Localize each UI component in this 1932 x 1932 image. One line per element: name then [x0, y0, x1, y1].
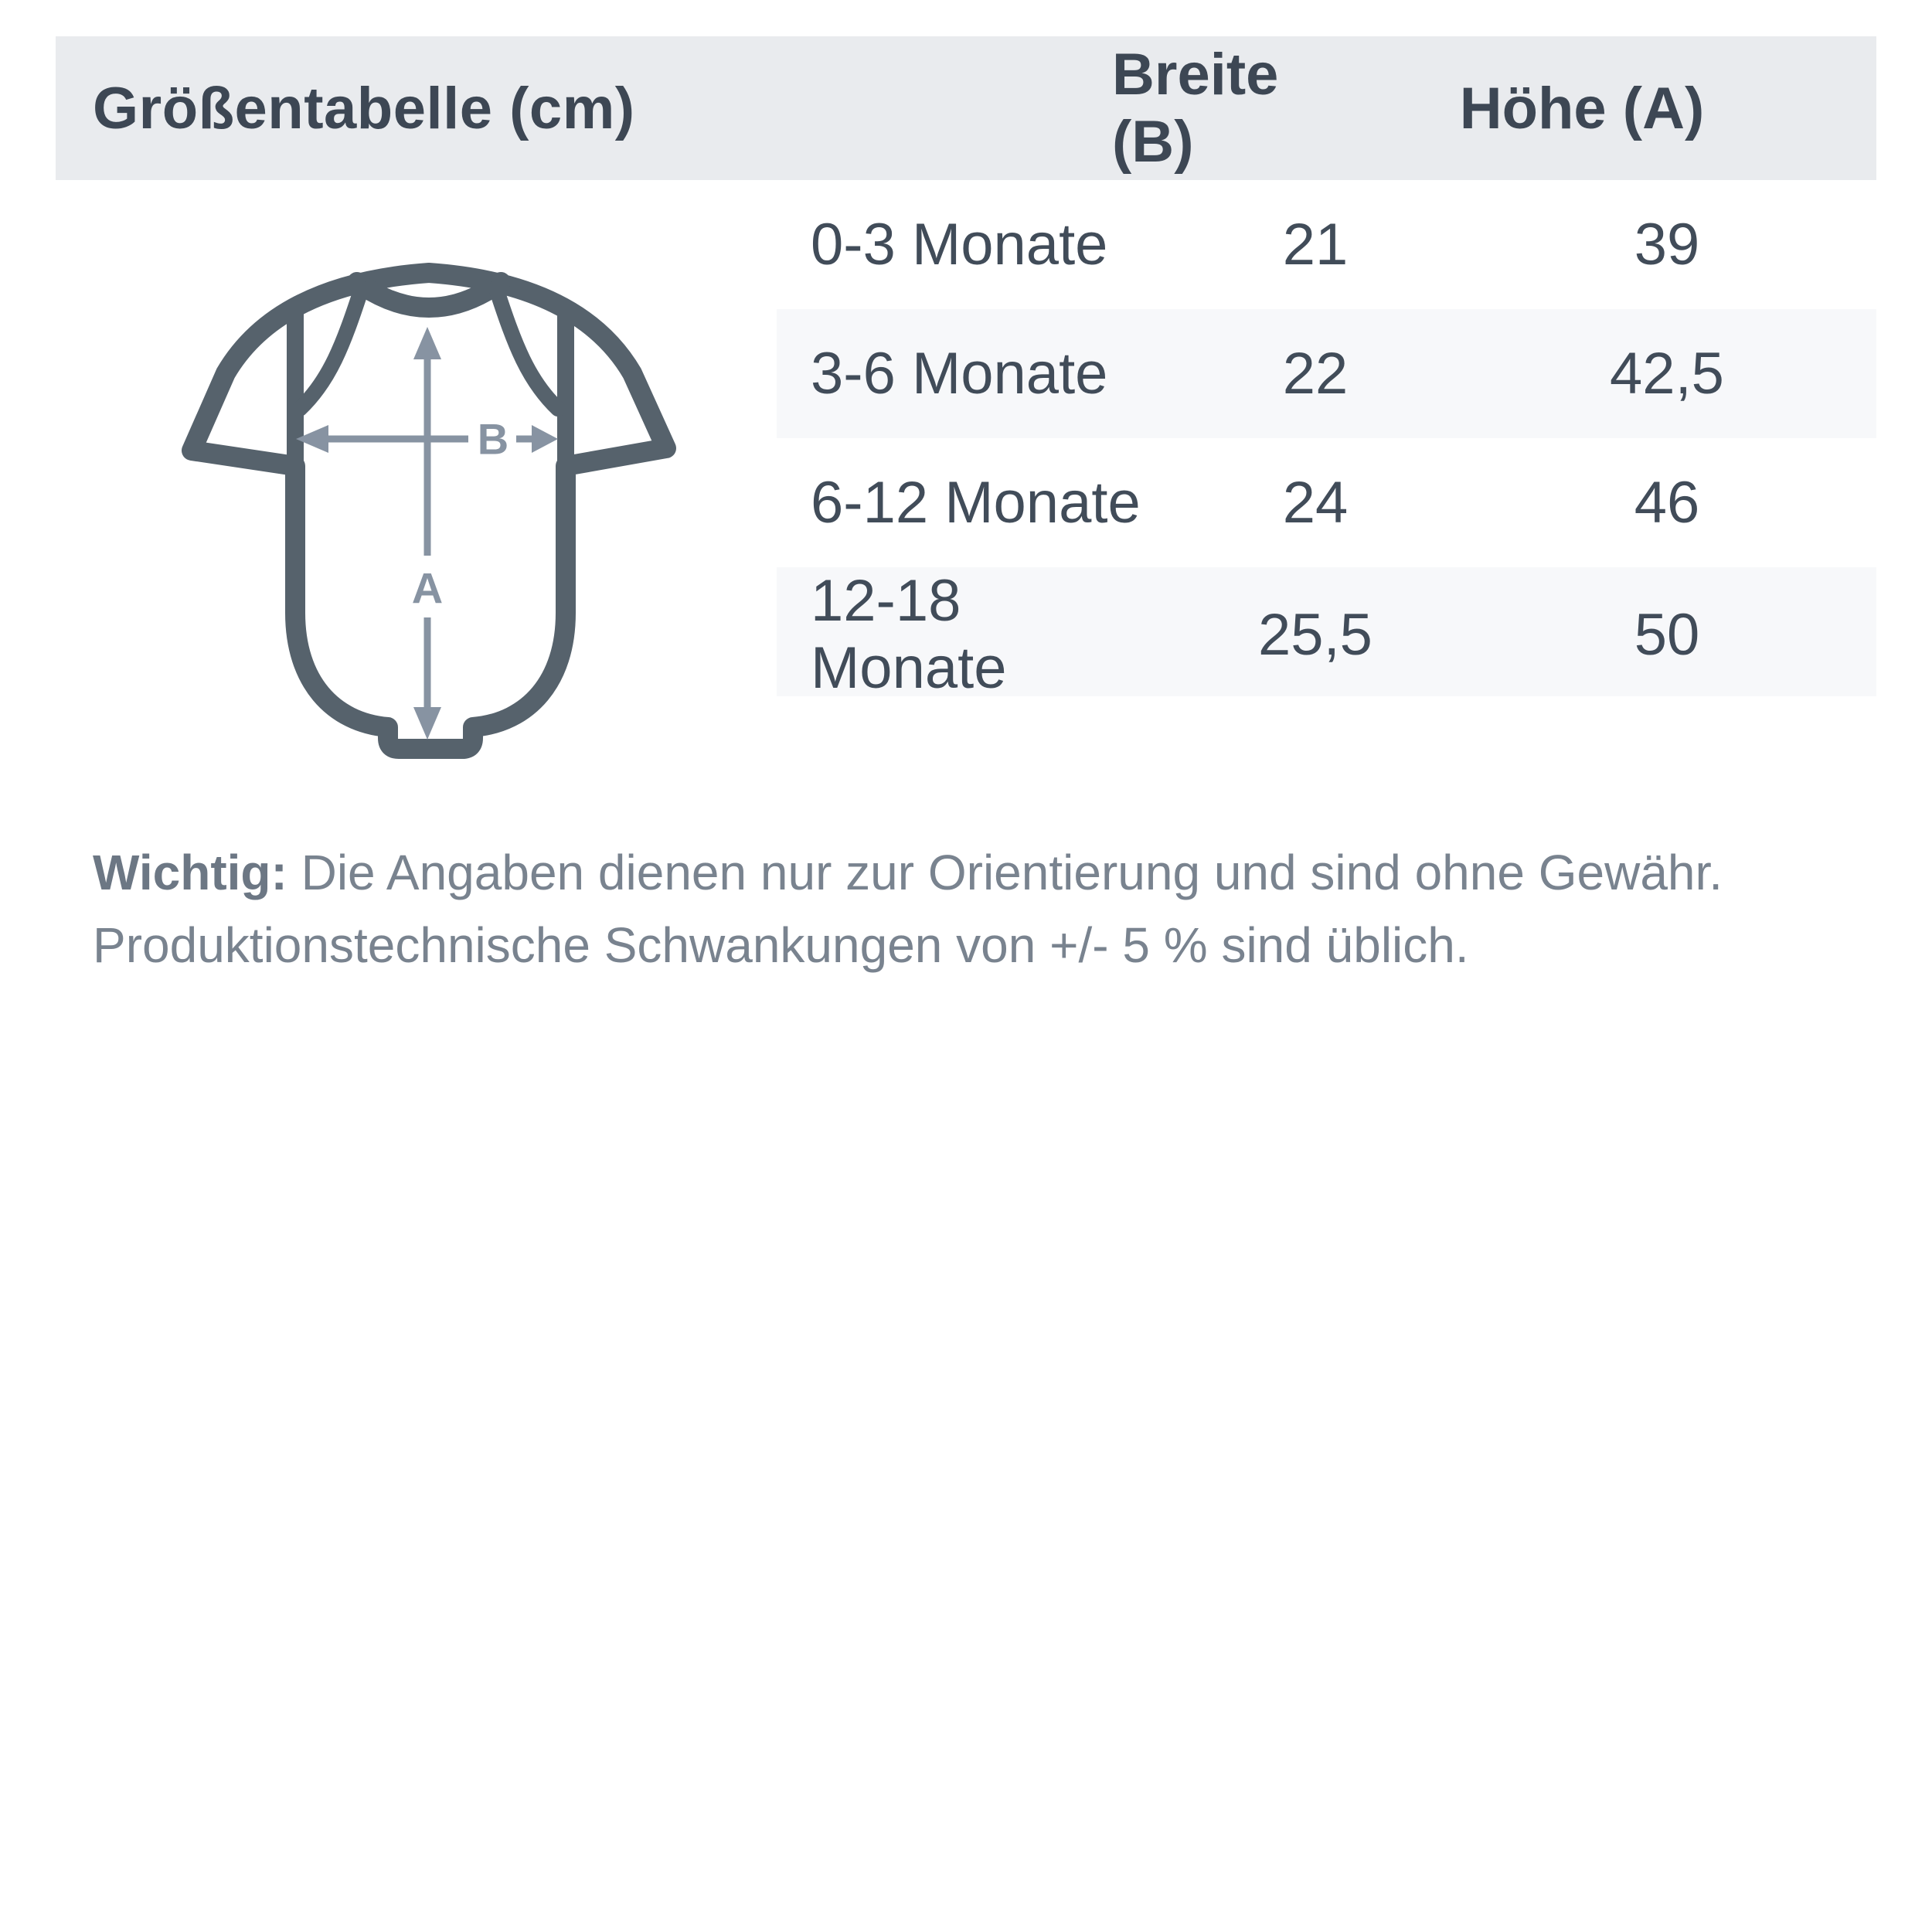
table-row [777, 438, 1876, 567]
width-value: 22 [1282, 341, 1349, 406]
height-measure-arrow [412, 327, 443, 740]
height-value: 46 [1634, 470, 1700, 536]
disclaimer-bold-prefix: Wichtig: [93, 845, 287, 900]
baby-bodysuit-diagram [162, 251, 696, 777]
width-value: 24 [1282, 470, 1349, 536]
collar-line [357, 282, 501, 308]
height-value: 39 [1634, 212, 1700, 277]
disclaimer-note [93, 836, 1862, 981]
baby-bodysuit-icon [162, 251, 696, 777]
width-value: 21 [1282, 212, 1349, 277]
size-label: 12-18 Monate [811, 568, 1007, 701]
size-table [777, 180, 1876, 701]
width-label-b: B [477, 414, 509, 464]
size-label: 6-12 Monate [811, 470, 1141, 536]
height-label-a: A [411, 563, 444, 613]
width-value: 25,5 [1258, 601, 1372, 668]
table-header-bar [56, 36, 1876, 180]
table-row [777, 309, 1876, 438]
disclaimer-line1: Die Angaben dienen nur zur Orientierung und sind ohne Gewähr. [287, 845, 1723, 900]
disclaimer-line2: Produktionstechnische Schwankungen von +/- 5 % sind üblich. [93, 917, 1469, 973]
column-header-width: Breite (B) [1112, 42, 1279, 175]
table-row [777, 567, 1876, 701]
column-header-height: Höhe (A) [1459, 75, 1705, 141]
height-value: 50 [1634, 601, 1700, 668]
height-value: 42,5 [1610, 341, 1724, 406]
size-label: 0-3 Monate [811, 212, 1108, 277]
size-label: 3-6 Monate [811, 341, 1108, 406]
table-row [777, 180, 1876, 309]
size-chart-title: Größentabelle (cm) [93, 75, 635, 141]
